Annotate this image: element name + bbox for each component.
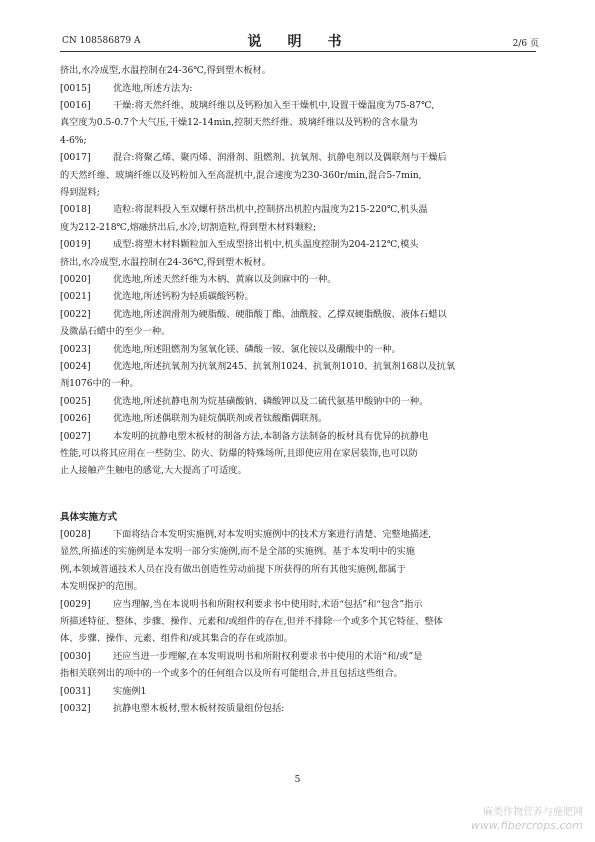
paragraph-line: 真空度为0.5-0.7个大气压,干燥12-14min,控制天然纤维、玻璃纤维以及钙粉的含水量为 xyxy=(60,117,418,129)
paragraph-line: 体、步骤、操作、元素、组件和/或其集合的存在或添加。 xyxy=(60,633,293,645)
paragraph-line: 挤出,水冷成型,水温控制在24-36℃,得到塑木板材。 xyxy=(60,256,271,268)
paragraph-line: 干燥:将天然纤维、玻璃纤维以及钙粉加入至干燥机中,设置干燥温度为75-87℃, xyxy=(113,99,435,111)
paragraph-number: [0022] xyxy=(60,308,91,320)
paragraph-line: 度为212-218℃,熔融挤出后,水冷,切割造粒,得到塑木材料颗粒; xyxy=(60,221,317,233)
page-indicator: 2/6 页 xyxy=(512,39,539,49)
paragraph-number: [0031] xyxy=(60,685,91,697)
paragraph-line: 混合:将聚乙烯、聚丙烯、润滑剂、阻燃剂、抗氧剂、抗静电剂以及偶联剂与干燥后 xyxy=(113,152,447,164)
paragraph-line: 优选地,所述钙粉为轻质碳酸钙粉。 xyxy=(113,291,254,303)
paragraph-line: 优选地,所述润滑剂为硬脂酸、硬脂酸丁酯、油酰胺、乙撑双硬脂酰胺、液体石蜡以 xyxy=(113,308,447,320)
paragraph-number: [0020] xyxy=(60,273,91,285)
paragraph-line: 优选地,所述抗氧剂为抗氧剂245、抗氧剂1024、抗氧剂1010、抗氧剂168以及抗氧 xyxy=(113,360,456,372)
watermark-url: www.fibercrops.com xyxy=(470,819,583,832)
continuation-line: 挤出,水冷成型,水温控制在24-36℃,得到塑木板材。 xyxy=(60,65,271,76)
paragraph-line: 本发明的抗静电塑木板材的制备方法,本制备方法制备的板材具有优异的抗静电 xyxy=(113,430,429,442)
paragraph-number: [0030] xyxy=(60,650,91,662)
paragraph-line: 4-6%; xyxy=(60,134,87,146)
paragraph-line: 实施例1 xyxy=(113,685,147,697)
paragraph xyxy=(60,700,538,717)
paragraph-line: 及微晶石蜡中的至少一种。 xyxy=(60,326,171,338)
paragraph xyxy=(60,341,538,358)
paragraph xyxy=(60,526,538,596)
paragraph-line: 止人接触产生触电的感觉,大大提高了可适度。 xyxy=(60,465,247,477)
paragraph xyxy=(60,648,538,683)
paragraph xyxy=(60,97,538,149)
header-divider xyxy=(60,51,536,52)
paragraph-line: 本发明保护的范围。 xyxy=(60,581,143,593)
paragraph-line: 应当理解,当在本说明书和所附权利要求书中使用时,术语“包括”和“包含”指示 xyxy=(113,598,423,610)
section-heading: 具体实施方式 xyxy=(60,512,118,523)
paragraph-line: 显然,所描述的实施例是本发明一部分实施例,而不是全部的实施例。基于本发明中的实施 xyxy=(60,546,415,558)
paragraph-line: 指相关联列出的项中的一个或多个的任何组合以及所有可能组合,并且包括这些组合。 xyxy=(60,668,403,680)
patent-number: CN 108586879 A xyxy=(62,36,141,46)
page-number: 5 xyxy=(294,775,301,785)
paragraph-line: 下面将结合本发明实施例,对本发明实施例中的技术方案进行清楚、完整地描述, xyxy=(113,529,432,540)
paragraph-number: [0023] xyxy=(60,343,91,355)
paragraph-number: [0025] xyxy=(60,395,91,407)
paragraph-line: 优选地,所述天然纤维为木柄、黄麻以及剑麻中的一种。 xyxy=(113,273,337,285)
paragraph-line: 得到混料; xyxy=(60,186,100,198)
paragraph-number: [0029] xyxy=(60,598,91,610)
paragraph-number: [0015] xyxy=(60,82,91,94)
paragraph-number: [0028] xyxy=(60,529,91,540)
paragraph xyxy=(60,596,538,648)
paragraph-line: 例,本领域普通技术人员在没有做出创造性劳动前提下所获得的所有其他实施例,都属于 xyxy=(60,563,406,575)
paragraph xyxy=(60,80,538,97)
paragraph xyxy=(60,683,538,700)
watermark-text: 麻类作物营养与施肥网 xyxy=(483,807,583,818)
paragraph xyxy=(60,288,538,305)
paragraph-line: 剂1076中的一种。 xyxy=(60,378,139,390)
paragraph-number: [0024] xyxy=(60,360,91,372)
paragraph-line: 优选地,所述方法为: xyxy=(113,82,193,94)
paragraph-number: [0027] xyxy=(60,430,91,442)
paragraph-line: 抗静电塑木板材,塑木板材按质量组份包括: xyxy=(113,703,285,714)
paragraph xyxy=(60,358,538,393)
paragraph-line: 成型:将塑木材料颗粒加入至成型挤出机中,机头温度控制为204-212℃,模头 xyxy=(113,239,419,251)
paragraph xyxy=(60,201,538,236)
paragraph-line: 的天然纤维、玻璃纤维以及钙粉加入至高混机中,混合速度为230-360r/min,混合5-7min, xyxy=(60,169,422,181)
paragraph xyxy=(60,428,538,480)
paragraph-number: [0032] xyxy=(60,703,91,714)
paragraph-line: 造粒:将混料投入至双螺杆挤出机中,控制挤出机腔内温度为215-220℃,机头温 xyxy=(113,204,428,216)
paragraph-line: 还应当进一步理解,在本发明说明书和所附权利要求书中使用的术语“和/或”是 xyxy=(113,650,423,662)
paragraph-line: 性能,可以将其应用在一些防尘、防火、防爆的特殊场所,且即使应用在家居装饰,也可以防 xyxy=(60,447,418,459)
paragraph xyxy=(60,393,538,410)
paragraph-line: 优选地,所述阻燃剂为氢氧化镁、磷酸一铵、氯化铵以及硼酸中的一种。 xyxy=(113,343,401,355)
paragraph xyxy=(60,236,538,271)
paragraph-number: [0017] xyxy=(60,152,91,164)
paragraph-number: [0016] xyxy=(60,99,91,111)
paragraph xyxy=(60,149,538,201)
paragraph-number: [0019] xyxy=(60,239,91,251)
document-title: 说 明 书 xyxy=(247,34,348,50)
paragraph xyxy=(60,306,538,341)
paragraph-line: 所描述特征、整体、步骤、操作、元素和/或组件的存在,但并不排除一个或多个其它特征、整体 xyxy=(60,616,443,627)
paragraph-number: [0018] xyxy=(60,204,91,216)
paragraph-line: 优选地,所述偶联剂为硅烷偶联剂或者钛酸酯偶联剂。 xyxy=(113,413,328,425)
paragraph xyxy=(60,410,538,427)
paragraph xyxy=(60,271,538,288)
paragraph-line: 优选地,所述抗静电剂为烷基磺酸钠、磷酸钾以及二硫代氨基甲酸钠中的一种。 xyxy=(113,395,429,407)
paragraph-number: [0021] xyxy=(60,291,91,303)
paragraph-number: [0026] xyxy=(60,413,91,425)
